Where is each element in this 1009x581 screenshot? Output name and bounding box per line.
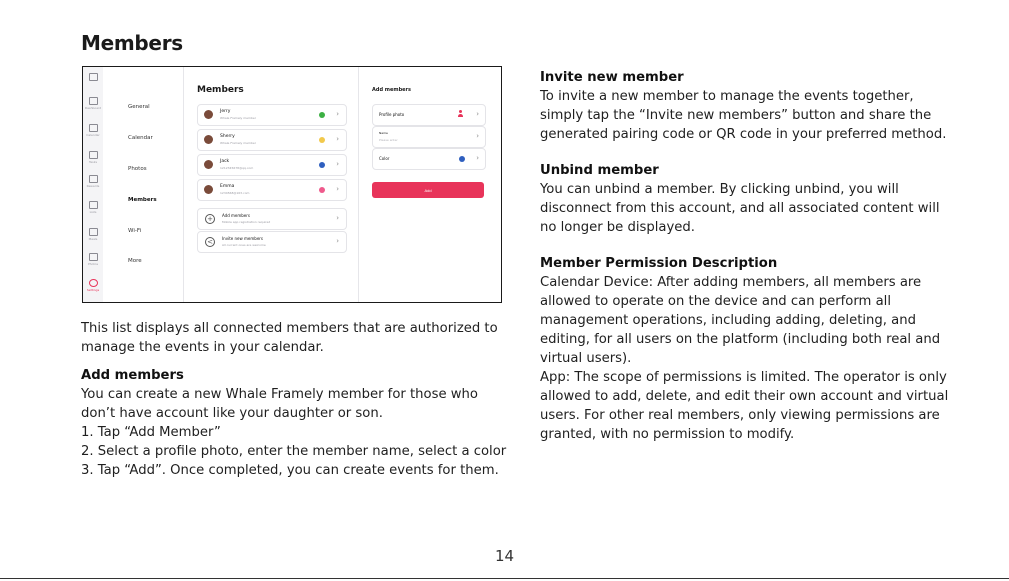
avatar xyxy=(204,160,213,169)
name-field[interactable] xyxy=(372,126,486,148)
color-dot xyxy=(319,137,325,143)
step-3: 3. Tap “Add”. Once completed, you can create events for them. xyxy=(81,463,499,478)
profile-photo-label: Profile photo xyxy=(379,112,405,117)
member-subtitle: Whale Framely member xyxy=(220,116,256,120)
page-number: 14 xyxy=(495,547,515,565)
rail-item-settings[interactable]: Settings xyxy=(83,279,103,292)
invite-subtitle: All current ones are welcome xyxy=(222,243,266,247)
add-members-panel-title: Add members xyxy=(372,87,411,93)
add-members-body: You can create a new Whale Framely member for those who don’t have account like your daughter or son. xyxy=(81,387,478,421)
bottom-rule xyxy=(0,578,1009,579)
avatar xyxy=(204,185,213,194)
share-icon: < xyxy=(205,237,215,247)
rail-item-tasks[interactable]: Tasks xyxy=(83,151,103,164)
profile-photo-field[interactable] xyxy=(372,104,486,126)
rail-item-meals[interactable]: Meals xyxy=(83,228,103,241)
unbind-heading: Unbind member xyxy=(540,163,659,178)
member-card[interactable] xyxy=(197,129,347,151)
member-name: Emma xyxy=(220,184,235,189)
rail-item-menu[interactable] xyxy=(83,73,103,81)
list-icon xyxy=(89,201,98,209)
chevron-right-icon: › xyxy=(336,110,339,118)
add-members-subtitle: Mobile app registration required xyxy=(222,220,271,224)
add-button[interactable]: Add xyxy=(372,182,484,198)
chevron-right-icon: › xyxy=(336,135,339,143)
menu-icon xyxy=(89,73,98,81)
invite-members-button[interactable] xyxy=(197,231,347,253)
chevron-right-icon: › xyxy=(476,110,479,118)
add-members-label: Add members xyxy=(222,213,250,218)
dashboard-icon xyxy=(89,97,98,105)
meals-icon xyxy=(89,228,98,236)
add-members-heading: Add members xyxy=(81,368,184,383)
permission-heading: Member Permission Description xyxy=(540,256,778,271)
color-field[interactable] xyxy=(372,148,486,170)
invite-label: Invite new members xyxy=(222,236,264,241)
divider xyxy=(183,67,184,302)
photo-icon xyxy=(89,253,98,261)
member-card[interactable] xyxy=(197,179,347,201)
left-text xyxy=(81,319,511,480)
name-placeholder: Please enter xyxy=(379,138,398,142)
settings-icon xyxy=(89,279,98,287)
step-2: 2. Select a profile photo, enter the member name, select a color xyxy=(81,444,507,459)
app-screenshot xyxy=(82,66,502,303)
tasks-icon xyxy=(89,151,98,159)
color-dot xyxy=(459,156,465,162)
color-dot xyxy=(319,162,325,168)
permission-app: App: The scope of permissions is limited. The operator is only allowed to add, delete, and edit their own account and virtual users. For other real members, only viewing permissions are granted, with no permission to modify. xyxy=(540,370,949,442)
avatar xyxy=(204,135,213,144)
color-dot xyxy=(319,187,325,193)
chevron-right-icon: › xyxy=(336,237,339,245)
category-wifi[interactable]: Wi-Fi xyxy=(128,228,142,234)
member-subtitle: Whale Framely member xyxy=(220,141,256,145)
category-photos[interactable]: Photos xyxy=(128,166,147,172)
avatar xyxy=(204,110,213,119)
member-name: Jerry xyxy=(220,109,231,114)
nav-rail xyxy=(83,67,103,302)
chevron-right-icon: › xyxy=(336,214,339,222)
rail-item-photos[interactable]: Photos xyxy=(83,253,103,266)
category-more[interactable]: More xyxy=(128,258,142,264)
chevron-right-icon: › xyxy=(336,185,339,193)
name-label: Name xyxy=(379,131,388,135)
members-title: Members xyxy=(197,85,244,95)
member-subtitle: 1234568@163.com xyxy=(220,191,250,195)
category-calendar[interactable]: Calendar xyxy=(128,135,153,141)
right-text xyxy=(540,68,960,444)
calendar-icon xyxy=(89,124,98,132)
rail-item-dashboard[interactable]: Dashboard xyxy=(83,97,103,110)
category-members[interactable]: Members xyxy=(128,197,157,203)
plus-icon: + xyxy=(205,214,215,224)
step-1: 1. Tap “Add Member” xyxy=(81,425,221,440)
intro-text: This list displays all connected members that are authorized to manage the events in your calendar. xyxy=(81,321,498,355)
member-card[interactable] xyxy=(197,154,347,176)
chevron-right-icon: › xyxy=(476,154,479,162)
color-label: Color xyxy=(379,156,390,161)
unbind-body: You can unbind a member. By clicking unbind, you will disconnect from this account, and all associated content will no longer be displayed. xyxy=(540,182,940,235)
member-subtitle: 1212345678@qq.com xyxy=(220,166,254,170)
invite-heading: Invite new member xyxy=(540,70,684,85)
member-name: Sherry xyxy=(220,134,235,139)
person-icon xyxy=(458,110,463,118)
invite-body: To invite a new member to manage the events together, simply tap the “Invite new members” button and share the generated pairing code or QR code in your preferred method. xyxy=(540,89,947,142)
star-icon xyxy=(89,175,98,183)
member-card[interactable] xyxy=(197,104,347,126)
member-name: Jack xyxy=(220,159,230,164)
rail-item-lists[interactable]: Lists xyxy=(83,201,103,214)
add-members-button[interactable] xyxy=(197,208,347,230)
permission-calendar: Calendar Device: After adding members, all members are allowed to operate on the device and can perform all management operations, including adding, deleting, and editing, for all users on the platform (including both real and virtual users). xyxy=(540,275,941,366)
rail-item-rewards[interactable]: Rewards xyxy=(83,175,103,188)
rail-item-calendar[interactable]: Calendar xyxy=(83,124,103,137)
color-dot xyxy=(319,112,325,118)
chevron-right-icon: › xyxy=(336,160,339,168)
category-general[interactable]: General xyxy=(128,104,150,110)
page-title: Members xyxy=(81,31,183,55)
divider xyxy=(358,67,359,302)
chevron-right-icon: › xyxy=(476,132,479,140)
